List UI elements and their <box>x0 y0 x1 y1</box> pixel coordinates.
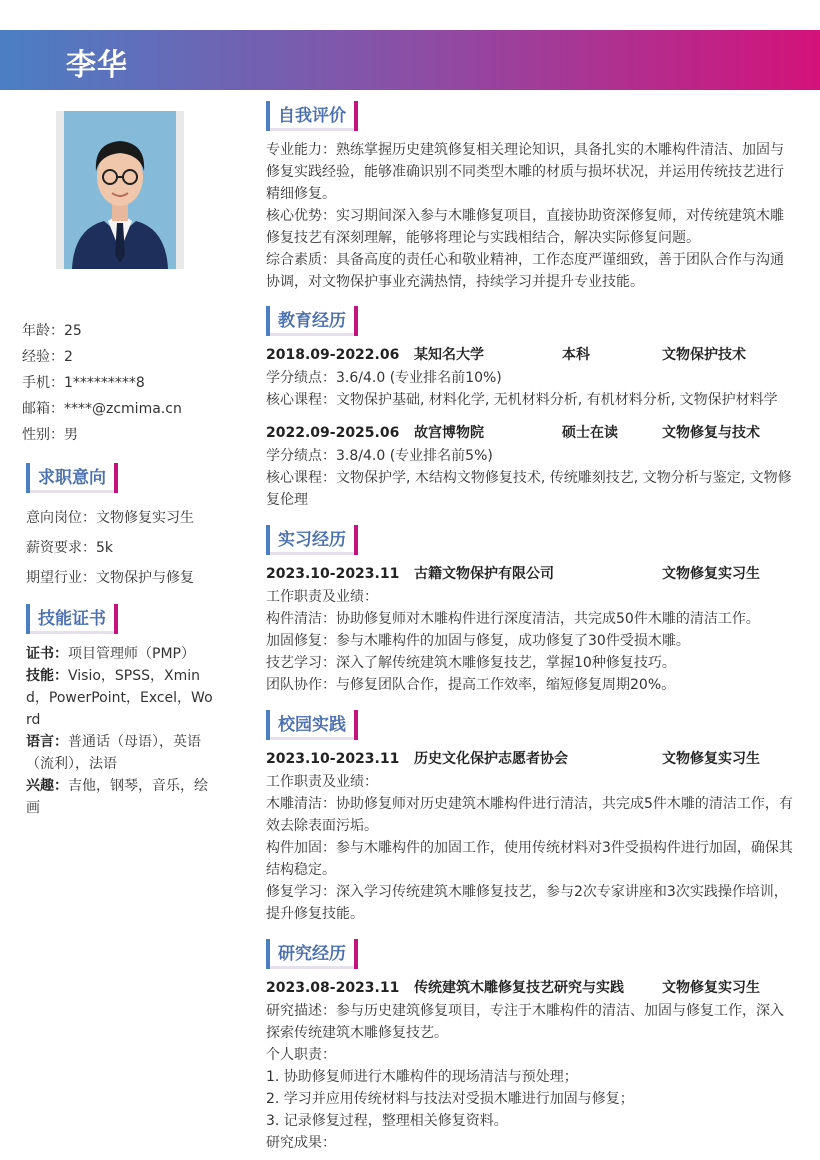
campus-line: 修复学习：深入学习传统建筑木雕修复技艺，参与2次专家讲座和3次实践操作培训，提升修复技能。 <box>266 884 788 922</box>
info-experience: 经验：2 <box>22 349 73 365</box>
skill-interests: 兴趣：吉他，钢琴，音乐，绘画 <box>26 778 208 816</box>
research-line: 个人职责： <box>266 1047 336 1063</box>
info-phone: 手机：1*********8 <box>22 375 145 391</box>
education-body <box>266 343 796 511</box>
campus-line: 构件加固：参与木雕构件的加固工作，使用传统材料对3件受损构件进行加固，确保其结构稳定。 <box>266 840 793 878</box>
job-intent-list <box>26 503 216 593</box>
self-eval-paragraph: 核心优势：实习期间深入参与木雕修复项目，直接协助资深修复师，对传统建筑木雕修复技艺有深刻理解，能够将理论与实践相结合，解决实际修复问题。 <box>266 208 784 246</box>
profile-photo <box>64 111 176 269</box>
skill-languages: 语言：普通话（母语），英语（流利），法语 <box>26 734 201 772</box>
education-entry-header: 2022.09-2025.06 故宫博物院 硕士在读 文物修复与技术 <box>266 425 760 441</box>
internship-entry-header: 2023.10-2023.11 古籍文物保护有限公司 文物修复实习生 <box>266 566 760 582</box>
education-courses: 核心课程：文物保护基础, 材料化学, 无机材料分析, 有机材料分析, 文物保护材料学 <box>266 392 778 408</box>
candidate-name: 李华 <box>66 48 128 83</box>
section-title-skills: 技能证书 <box>26 604 118 634</box>
skills-list <box>26 643 216 819</box>
campus-line: 工作职责及业绩： <box>266 774 378 790</box>
education-courses: 核心课程：文物保护学, 木结构文物修复技术, 传统雕刻技艺, 文物分析与鉴定, 文物修复伦理 <box>266 470 792 508</box>
skill-tools: 技能：Visio，SPSS，Xmind，PowerPoint，Excel，Word <box>26 668 213 728</box>
education-gpa: 学分绩点：3.6/4.0 (专业排名前10%) <box>266 370 502 386</box>
campus-line: 木雕清洁：协助修复师对历史建筑木雕构件进行清洁，共完成5件木雕的清洁工作，有效去除表面污垢。 <box>266 796 793 834</box>
research-line: 研究成果： <box>266 1135 336 1151</box>
section-title-internship: 实习经历 <box>266 525 358 555</box>
basic-info <box>22 318 222 448</box>
section-title-campus: 校园实践 <box>266 710 358 740</box>
self-eval-body <box>266 139 796 293</box>
info-gender: 性别：男 <box>22 427 78 443</box>
research-line: 1. 协助修复师进行木雕构件的现场清洁与预处理； <box>266 1069 578 1085</box>
internship-line: 团队协作：与修复团队合作，提高工作效率，缩短修复周期20%。 <box>266 677 676 693</box>
internship-line: 加固修复：参与木雕构件的加固与修复，成功修复了30件受损木雕。 <box>266 633 690 649</box>
intent-industry: 期望行业：文物保护与修复 <box>26 570 194 586</box>
section-title-self-eval: 自我评价 <box>266 101 358 131</box>
research-line: 研究描述：参与历史建筑修复项目，专注于木雕构件的清洁、加固与修复工作，深入探索传统建筑木雕修复技艺。 <box>266 1003 784 1041</box>
profile-photo-frame <box>56 111 184 269</box>
internship-body <box>266 562 796 696</box>
internship-line: 技艺学习：深入了解传统建筑木雕修复技艺，掌握10种修复技巧。 <box>266 655 676 671</box>
internship-line: 构件清洁：协助修复师对木雕构件进行深度清洁，共完成50件木雕的清洁工作。 <box>266 611 760 627</box>
research-line: 3. 记录修复过程，整理相关修复资料。 <box>266 1113 508 1129</box>
education-gpa: 学分绩点：3.8/4.0 (专业排名前5%) <box>266 448 493 464</box>
campus-entry-header: 2023.10-2023.11 历史文化保护志愿者协会 文物修复实习生 <box>266 751 760 767</box>
campus-body <box>266 747 796 925</box>
research-line: 2. 学习并应用传统材料与技法对受损木雕进行加固与修复； <box>266 1091 634 1107</box>
section-title-research: 研究经历 <box>266 939 358 969</box>
self-eval-paragraph: 综合素质：具备高度的责任心和敬业精神，工作态度严谨细致，善于团队合作与沟通协调，对文物保护事业充满热情，持续学习并提升专业技能。 <box>266 252 784 290</box>
skill-certificate: 证书：项目管理师（PMP） <box>26 646 195 662</box>
intent-salary: 薪资要求：5k <box>26 540 114 556</box>
self-eval-paragraph: 专业能力：熟练掌握历史建筑修复相关理论知识，具备扎实的木雕构件清洁、加固与修复实践经验，能够准确识别不同类型木雕的材质与损坏状况，并运用传统技艺进行精细修复。 <box>266 142 784 202</box>
info-email: 邮箱：****@zcmima.cn <box>22 401 182 417</box>
header-banner <box>0 30 820 90</box>
internship-line: 工作职责及业绩： <box>266 589 378 605</box>
research-entry-header: 2023.08-2023.11 传统建筑木雕修复技艺研究与实践 文物修复实习生 <box>266 980 760 996</box>
research-body <box>266 976 796 1154</box>
section-title-job-intent: 求职意向 <box>26 463 118 493</box>
info-age: 年龄：25 <box>22 323 82 339</box>
education-entry-header: 2018.09-2022.06 某知名大学 本科 文物保护技术 <box>266 347 746 363</box>
intent-position: 意向岗位：文物修复实习生 <box>26 510 194 526</box>
section-title-education: 教育经历 <box>266 306 358 336</box>
